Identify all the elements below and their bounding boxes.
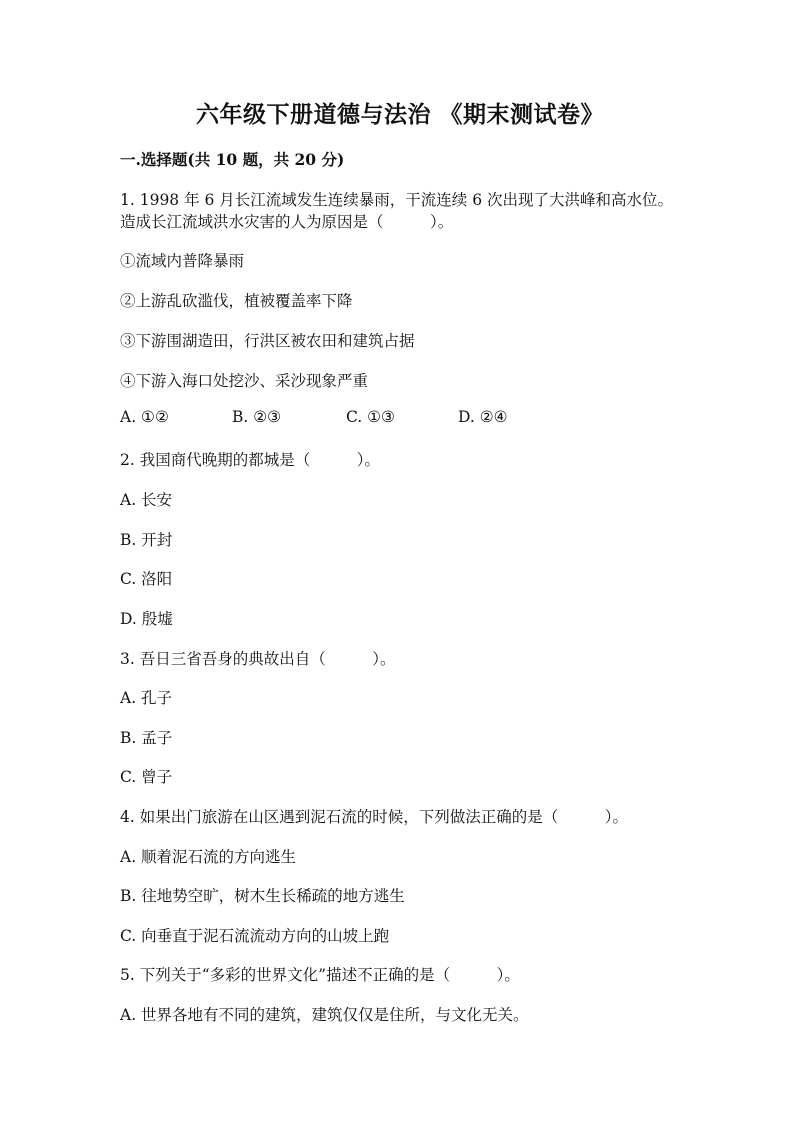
q2-option-c[interactable]: C. 洛阳 bbox=[120, 570, 173, 588]
exam-title: 六年级下册道德与法治 《期末测试卷》 bbox=[195, 101, 604, 128]
q4-stem: 4. 如果出门旅游在山区遇到泥石流的时候，下列做法正确的是（ ）。 bbox=[120, 808, 628, 826]
q3-option-a[interactable]: A. 孔子 bbox=[120, 689, 173, 707]
q2-option-d[interactable]: D. 殷墟 bbox=[120, 610, 173, 628]
q5-option-a[interactable]: A. 世界各地有不同的建筑，建筑仅仅是住所，与文化无关。 bbox=[120, 1006, 529, 1024]
q1-stem-line2: 造成长江流域洪水灾害的人为原因是（ ）。 bbox=[120, 213, 454, 231]
q1-option-d[interactable]: D. ②④ bbox=[458, 408, 508, 426]
q5-stem: 5. 下列关于“多彩的世界文化”描述不正确的是（ ）。 bbox=[120, 966, 520, 984]
q4-option-b[interactable]: B. 往地势空旷，树木生长稀疏的地方逃生 bbox=[120, 887, 405, 905]
q3-stem: 3. 吾日三省吾身的典故出自（ ）。 bbox=[120, 650, 396, 668]
q1-option-c[interactable]: C. ①③ bbox=[346, 408, 395, 426]
q1-option-b[interactable]: B. ②③ bbox=[232, 408, 282, 426]
q1-option-a[interactable]: A. ①② bbox=[120, 408, 169, 426]
q3-option-b[interactable]: B. 孟子 bbox=[120, 729, 173, 747]
section-heading: 一.选择题(共 10 题，共 20 分) bbox=[120, 150, 345, 169]
q2-option-b[interactable]: B. 开封 bbox=[120, 531, 173, 549]
q1-stem-line1: 1. 1998 年 6 月长江流域发生连续暴雨，干流连续 6 次出现了大洪峰和高水位。 bbox=[120, 191, 674, 209]
q1-item: ③下游围湖造田，行洪区被农田和建筑占据 bbox=[120, 332, 415, 350]
q4-option-a[interactable]: A. 顺着泥石流的方向逃生 bbox=[120, 848, 297, 866]
q1-options-row bbox=[120, 408, 720, 430]
q2-option-a[interactable]: A. 长安 bbox=[120, 491, 173, 509]
q1-item: ④下游入海口处挖沙、采沙现象严重 bbox=[120, 372, 369, 390]
q1-item: ①流域内普降暴雨 bbox=[120, 252, 245, 270]
q2-stem: 2. 我国商代晚期的都城是（ ）。 bbox=[120, 451, 380, 469]
q4-option-c[interactable]: C. 向垂直于泥石流流动方向的山坡上跑 bbox=[120, 927, 390, 945]
q1-item: ②上游乱砍滥伐，植被覆盖率下降 bbox=[120, 292, 353, 310]
q3-option-c[interactable]: C. 曾子 bbox=[120, 768, 173, 786]
